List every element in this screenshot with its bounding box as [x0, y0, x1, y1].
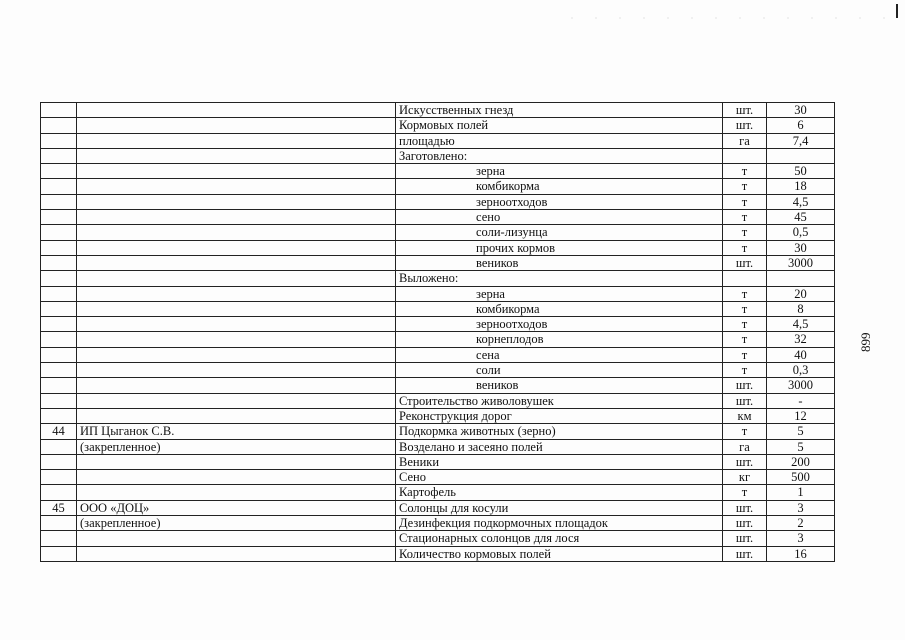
- organization-cell: [77, 500, 396, 515]
- table-row: [41, 531, 835, 546]
- measure-item-cell: Выложено:: [396, 271, 723, 286]
- row-number-cell: [41, 454, 77, 469]
- measure-item-cell: соли-лизунца: [396, 225, 723, 240]
- measure-item-cell: Реконструкция дорог: [396, 408, 723, 423]
- organization-cell: [77, 194, 396, 209]
- value-cell: 500: [767, 470, 835, 485]
- unit-cell: га: [723, 439, 767, 454]
- row-number-cell: [41, 363, 77, 378]
- table-row: [41, 240, 835, 255]
- table-row: [41, 393, 835, 408]
- page-number: 899: [858, 332, 873, 352]
- scan-noise: [560, 16, 890, 20]
- unit-cell: т: [723, 301, 767, 316]
- value-cell: 4,5: [767, 194, 835, 209]
- row-number-cell: [41, 347, 77, 362]
- value-cell: 1: [767, 485, 835, 500]
- measure-item-cell: Подкормка животных (зерно): [396, 424, 723, 439]
- organization-cell: [77, 240, 396, 255]
- measure-item-cell: Картофель: [396, 485, 723, 500]
- organization-cell: [77, 133, 396, 148]
- value-cell: 12: [767, 408, 835, 423]
- unit-cell: шт.: [723, 500, 767, 515]
- value-cell: [767, 148, 835, 163]
- measure-item-cell: площадью: [396, 133, 723, 148]
- organization-cell: [77, 332, 396, 347]
- organization-cell: [77, 271, 396, 286]
- organization-cell: [77, 148, 396, 163]
- measure-item-cell: комбикорма: [396, 179, 723, 194]
- value-cell: 40: [767, 347, 835, 362]
- organization-name-line: ИП Цыганок С.В.: [80, 424, 175, 439]
- organization-cell: [77, 103, 396, 118]
- unit-cell: шт.: [723, 378, 767, 393]
- value-cell: 3: [767, 531, 835, 546]
- row-number-cell: [41, 516, 77, 531]
- unit-cell: т: [723, 286, 767, 301]
- organization-cell: [77, 164, 396, 179]
- measure-item-cell: зерна: [396, 164, 723, 179]
- table-row: [41, 485, 835, 500]
- row-number-cell: [41, 317, 77, 332]
- organization-name-line: ООО «ДОЦ»: [80, 500, 150, 515]
- value-cell: 5: [767, 424, 835, 439]
- organization-cell: [77, 225, 396, 240]
- unit-cell: т: [723, 363, 767, 378]
- table-row: [41, 363, 835, 378]
- table-row: [41, 194, 835, 209]
- value-cell: 32: [767, 332, 835, 347]
- row-number-cell: [41, 118, 77, 133]
- row-number-cell: [41, 179, 77, 194]
- value-cell: 4,5: [767, 317, 835, 332]
- organization-cell: [77, 485, 396, 500]
- value-cell: 3: [767, 500, 835, 515]
- unit-cell: га: [723, 133, 767, 148]
- table-row: [41, 286, 835, 301]
- value-cell: 16: [767, 546, 835, 561]
- value-cell: 30: [767, 103, 835, 118]
- organization-cell: [77, 454, 396, 469]
- unit-cell: т: [723, 332, 767, 347]
- organization-name-line: (закрепленное): [80, 439, 161, 454]
- value-cell: 20: [767, 286, 835, 301]
- measure-item-cell: Возделано и засеяно полей: [396, 439, 723, 454]
- measure-item-cell: Дезинфекция подкормочных площадок: [396, 516, 723, 531]
- unit-cell: шт.: [723, 454, 767, 469]
- row-number-cell: [41, 408, 77, 423]
- organization-cell: [77, 301, 396, 316]
- organization-cell: [77, 286, 396, 301]
- organization-cell: [77, 255, 396, 270]
- value-cell: [767, 271, 835, 286]
- organization-cell: [77, 470, 396, 485]
- value-cell: 18: [767, 179, 835, 194]
- table-row: [41, 454, 835, 469]
- organization-cell: [77, 424, 396, 439]
- row-number-cell: [41, 531, 77, 546]
- row-number-cell: [41, 240, 77, 255]
- row-number-cell: [41, 194, 77, 209]
- row-number-cell: [41, 148, 77, 163]
- table-row: [41, 408, 835, 423]
- measures-table: [40, 102, 835, 562]
- table-row: [41, 439, 835, 454]
- unit-cell: т: [723, 240, 767, 255]
- measures-table-body: [41, 103, 835, 562]
- table-row: [41, 301, 835, 316]
- measure-item-cell: зерноотходов: [396, 194, 723, 209]
- table-row: [41, 500, 835, 515]
- table-row: [41, 271, 835, 286]
- table-row: [41, 516, 835, 531]
- unit-cell: км: [723, 408, 767, 423]
- organization-cell: [77, 516, 396, 531]
- organization-cell: [77, 546, 396, 561]
- value-cell: -: [767, 393, 835, 408]
- unit-cell: шт.: [723, 255, 767, 270]
- table-row: [41, 164, 835, 179]
- table-row: [41, 255, 835, 270]
- measure-item-cell: Заготовлено:: [396, 148, 723, 163]
- measure-item-cell: Кормовых полей: [396, 118, 723, 133]
- measure-item-cell: сена: [396, 347, 723, 362]
- value-cell: 8: [767, 301, 835, 316]
- table-row: [41, 470, 835, 485]
- row-number-cell: [41, 210, 77, 225]
- row-number-cell: 44: [41, 424, 77, 439]
- measure-item-cell: соли: [396, 363, 723, 378]
- table-row: [41, 347, 835, 362]
- unit-cell: кг: [723, 470, 767, 485]
- unit-cell: т: [723, 194, 767, 209]
- organization-cell: [77, 210, 396, 225]
- measure-item-cell: Стационарных солонцов для лося: [396, 531, 723, 546]
- organization-cell: [77, 317, 396, 332]
- measure-item-cell: сено: [396, 210, 723, 225]
- table-row: [41, 148, 835, 163]
- organization-cell: [77, 408, 396, 423]
- measure-item-cell: Веники: [396, 454, 723, 469]
- organization-cell: [77, 393, 396, 408]
- table-row: [41, 546, 835, 561]
- measure-item-cell: веников: [396, 255, 723, 270]
- value-cell: 45: [767, 210, 835, 225]
- unit-cell: шт.: [723, 546, 767, 561]
- value-cell: 0,3: [767, 363, 835, 378]
- unit-cell: т: [723, 179, 767, 194]
- measure-item-cell: Искусственных гнезд: [396, 103, 723, 118]
- table-row: [41, 317, 835, 332]
- measure-item-cell: корнеплодов: [396, 332, 723, 347]
- row-number-cell: [41, 393, 77, 408]
- unit-cell: шт.: [723, 531, 767, 546]
- measure-item-cell: Строительство живоловушек: [396, 393, 723, 408]
- row-number-cell: [41, 225, 77, 240]
- unit-cell: т: [723, 225, 767, 240]
- measure-item-cell: зерноотходов: [396, 317, 723, 332]
- unit-cell: т: [723, 347, 767, 362]
- unit-cell: шт.: [723, 118, 767, 133]
- row-number-cell: [41, 546, 77, 561]
- row-number-cell: [41, 439, 77, 454]
- value-cell: 2: [767, 516, 835, 531]
- organization-cell: [77, 179, 396, 194]
- value-cell: 3000: [767, 255, 835, 270]
- unit-cell: т: [723, 164, 767, 179]
- row-number-cell: [41, 378, 77, 393]
- measure-item-cell: Солонцы для косули: [396, 500, 723, 515]
- unit-cell: шт.: [723, 393, 767, 408]
- table-row: [41, 332, 835, 347]
- table-row: [41, 225, 835, 240]
- row-number-cell: [41, 286, 77, 301]
- table-row: [41, 179, 835, 194]
- measure-item-cell: Количество кормовых полей: [396, 546, 723, 561]
- organization-cell: [77, 347, 396, 362]
- row-number-cell: [41, 255, 77, 270]
- unit-cell: шт.: [723, 103, 767, 118]
- value-cell: 30: [767, 240, 835, 255]
- value-cell: 3000: [767, 378, 835, 393]
- value-cell: 6: [767, 118, 835, 133]
- table-row: [41, 118, 835, 133]
- measure-item-cell: зерна: [396, 286, 723, 301]
- value-cell: 7,4: [767, 133, 835, 148]
- organization-name-line: (закрепленное): [80, 516, 161, 531]
- row-number-cell: [41, 485, 77, 500]
- measure-item-cell: Сено: [396, 470, 723, 485]
- measure-item-cell: веников: [396, 378, 723, 393]
- row-number-cell: [41, 164, 77, 179]
- table-row: [41, 378, 835, 393]
- unit-cell: т: [723, 210, 767, 225]
- table-row: [41, 210, 835, 225]
- value-cell: 200: [767, 454, 835, 469]
- organization-cell: [77, 363, 396, 378]
- row-number-cell: [41, 470, 77, 485]
- organization-cell: [77, 531, 396, 546]
- organization-cell: [77, 378, 396, 393]
- row-number-cell: 45: [41, 500, 77, 515]
- organization-cell: [77, 439, 396, 454]
- value-cell: 50: [767, 164, 835, 179]
- measure-item-cell: комбикорма: [396, 301, 723, 316]
- row-number-cell: [41, 103, 77, 118]
- unit-cell: шт.: [723, 516, 767, 531]
- row-number-cell: [41, 332, 77, 347]
- table-row: [41, 103, 835, 118]
- table-row: [41, 133, 835, 148]
- unit-cell: т: [723, 424, 767, 439]
- unit-cell: т: [723, 317, 767, 332]
- value-cell: 5: [767, 439, 835, 454]
- value-cell: 0,5: [767, 225, 835, 240]
- measure-item-cell: прочих кормов: [396, 240, 723, 255]
- organization-cell: [77, 118, 396, 133]
- scan-corner-mark: [896, 4, 898, 18]
- table-row: [41, 424, 835, 439]
- unit-cell: [723, 148, 767, 163]
- unit-cell: [723, 271, 767, 286]
- row-number-cell: [41, 271, 77, 286]
- row-number-cell: [41, 301, 77, 316]
- unit-cell: т: [723, 485, 767, 500]
- row-number-cell: [41, 133, 77, 148]
